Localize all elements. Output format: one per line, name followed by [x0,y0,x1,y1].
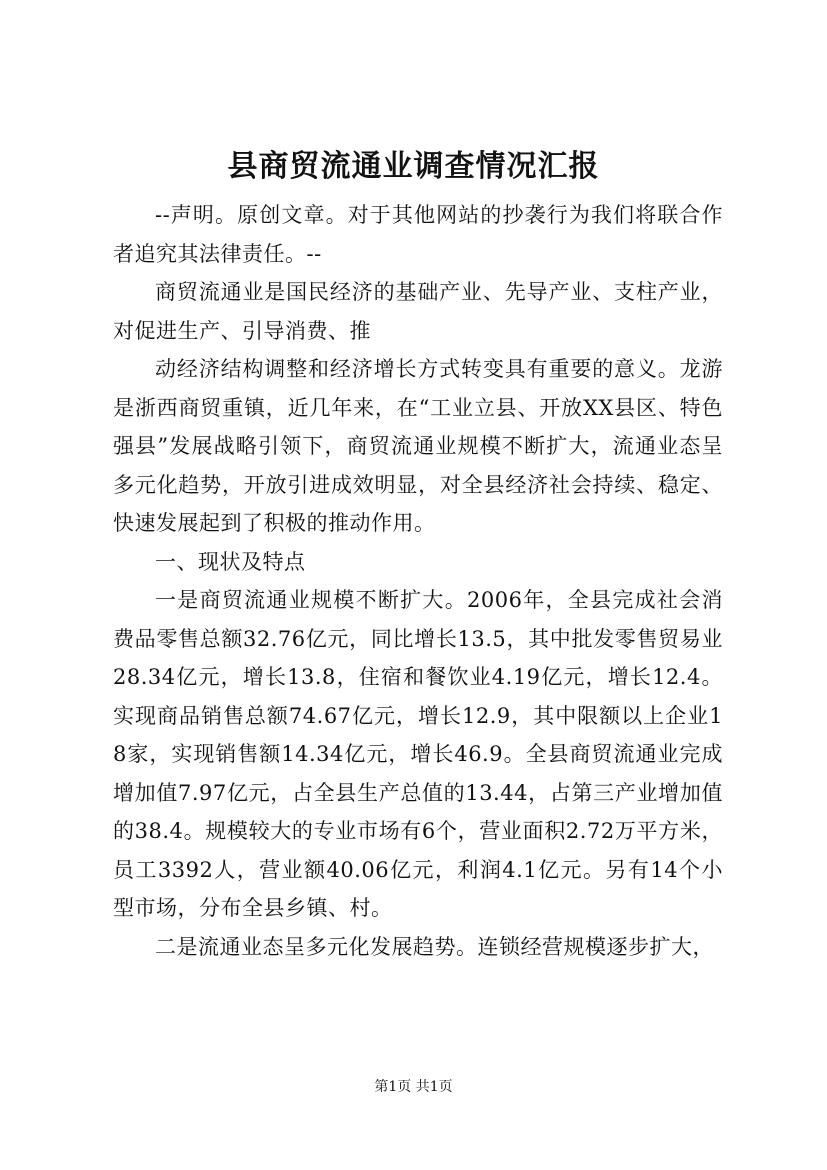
paragraph-scale: 一是商贸流通业规模不断扩大。2006年，全县完成社会消费品零售总额32.76亿元，同比增长13.5，其中批发零售贸易业28.34亿元，增长13.8，住宿和餐饮业4.19亿元，增长12.4。实现商品销售总额74.67亿元，增长12.9，其中限额以上企业18家，实现销售额14.34亿元，增长46.9。全县商贸流通业完成增加值7.97亿元，占全县生产总值的13.44，占第三产业增加值的38.4。规模较大的专业市场有6个，营业面积2.72万平方米，员工3392人，营业额40.06亿元，利润4.1亿元。另有14个小型市场，分布全县乡镇、村。 [113,588,723,920]
page-footer: 第1页 共1页 [374,1079,453,1095]
document-body [113,196,723,966]
document-title: 县商贸流通业调查情况汇报 [227,149,600,184]
paragraph-intro-continued: 动经济结构调整和经济增长方式转变具有重要的意义。龙游是浙西商贸重镇，近几年来，在“工业立县、开放XX县区、特色强县”发展战略引领下，商贸流通业规模不断扩大，流通业态呈多元化趋势，开放引进成效明显，对全县经济社会持续、稳定、快速发展起到了积极的推动作用。 [113,357,723,535]
paragraph-diversification: 二是流通业态呈多元化发展趋势。连锁经营规模逐步扩大， [155,934,714,959]
paragraph-intro: 商贸流通业是国民经济的基础产业、先导产业、支柱产业，对促进生产、引导消费、推 [113,280,723,343]
paragraph-disclaimer: --声明。原创文章。对于其他网站的抄袭行为我们将联合作者追究其法律责任。-- [113,203,723,266]
section-heading-status: 一、现状及特点 [155,549,306,574]
